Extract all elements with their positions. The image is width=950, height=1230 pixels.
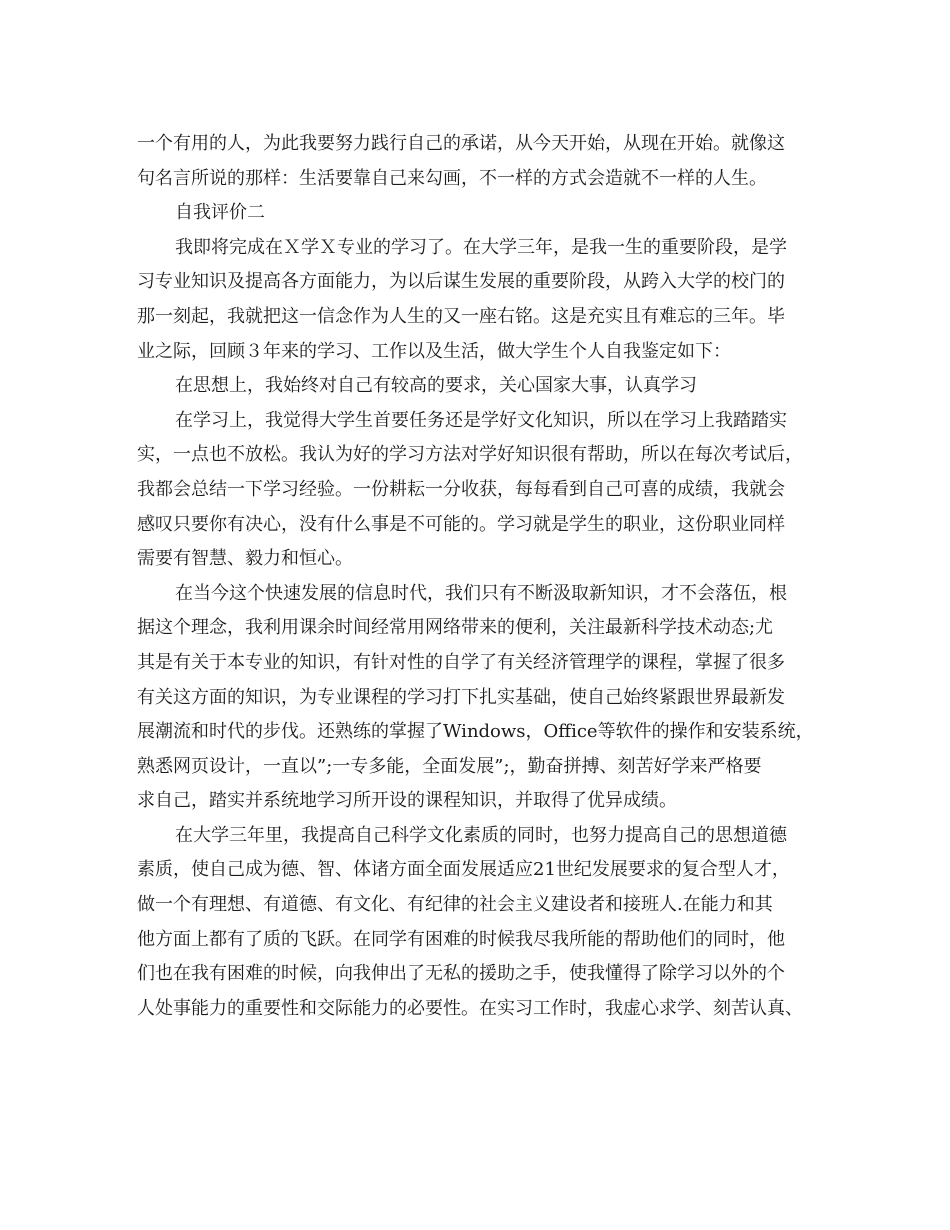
paragraph-first-line: 在大学三年里，我提高自己科学文化素质的同时，也努力提高自己的思想道德 bbox=[175, 824, 787, 846]
text-line: 习专业知识及提高各方面能力，为以后谋生发展的重要阶段，从跨入大学的校门的 bbox=[137, 271, 785, 293]
text-line: 一个有用的人，为此我要努力践行自己的承诺，从今天开始，从现在开始。就像这 bbox=[137, 133, 785, 154]
text-line: 感叹只要你有决心，没有什么事是不可能的。学习就是学生的职业，这份职业同样 bbox=[137, 513, 785, 535]
text-line: 需要有智慧、毅力和恒心。 bbox=[137, 548, 353, 570]
text-line: 有关这方面的知识，为专业课程的学习打下扎实基础，使自己始终紧跟世界最新发 bbox=[137, 686, 785, 708]
paragraph-first-line: 我即将完成在Ｘ学Ｘ专业的学习了。在大学三年，是我一生的重要阶段，是学 bbox=[175, 236, 787, 258]
text-line: 素质，使自己成为德、智、体诸方面全面发展适应21世纪发展要求的复合型人才， bbox=[137, 859, 790, 881]
paragraph-first-line: 在思想上，我始终对自己有较高的要求，关心国家大事，认真学习 bbox=[175, 375, 697, 397]
text-line: 们也在我有困难的时候，向我伸出了无私的援助之手，使我懂得了除学习以外的个 bbox=[137, 963, 785, 985]
text-line: 人处事能力的重要性和交际能力的必要性。在实习工作时，我虚心求学、刻苦认真、 bbox=[137, 997, 803, 1019]
paragraph-first-line: 在当今这个快速发展的信息时代，我们只有不断汲取新知识，才不会落伍，根 bbox=[175, 582, 787, 604]
text-line: 求自己，踏实并系统地学习所开设的课程知识，并取得了优异成绩。 bbox=[137, 790, 677, 812]
paragraph-first-line: 在学习上，我觉得大学生首要任务还是学好文化知识，所以在学习上我踏踏实 bbox=[175, 409, 787, 431]
text-line: 做一个有理想、有道德、有文化、有纪律的社会主义建设者和接班人.在能力和其 bbox=[137, 894, 773, 916]
text-line: 实，一点也不放松。我认为好的学习方法对学好知识很有帮助，所以在每次考试后， bbox=[137, 444, 803, 466]
text-line: 句名言所说的那样：生活要靠自己来勾画，不一样的方式会造就不一样的人生。 bbox=[137, 167, 767, 189]
text-line: 其是有关于本专业的知识，有针对性的自学了有关经济管理学的课程，掌握了很多 bbox=[137, 651, 785, 673]
text-line: 那一刻起，我就把这一信念作为人生的又一座右铭。这是充实且有难忘的三年。毕 bbox=[137, 305, 785, 327]
text-line: 他方面上都有了质的飞跃。在同学有困难的时候我尽我所能的帮助他们的同时，他 bbox=[137, 928, 785, 950]
text-line: 我都会总结一下学习经验。一份耕耘一分收获，每每看到自己可喜的成绩，我就会 bbox=[137, 478, 785, 500]
document-body bbox=[137, 127, 827, 1026]
text-line: 业之际，回顾３年来的学习、工作以及生活，做大学生个人自我鉴定如下： bbox=[137, 340, 731, 362]
paragraph-first-line: 自我评价二 bbox=[175, 202, 265, 224]
text-line: 据这个理念，我利用课余时间经常用网络带来的便利，关注最新科学技术动态;尤 bbox=[137, 617, 774, 639]
text-line: 熟悉网页设计，一直以”;一专多能，全面发展”;，勤奋拼搏、刻苦好学来严格要 bbox=[137, 755, 762, 777]
text-line: 展潮流和时代的步伐。还熟练的掌握了Windows，Office等软件的操作和安装系统， bbox=[137, 721, 814, 743]
